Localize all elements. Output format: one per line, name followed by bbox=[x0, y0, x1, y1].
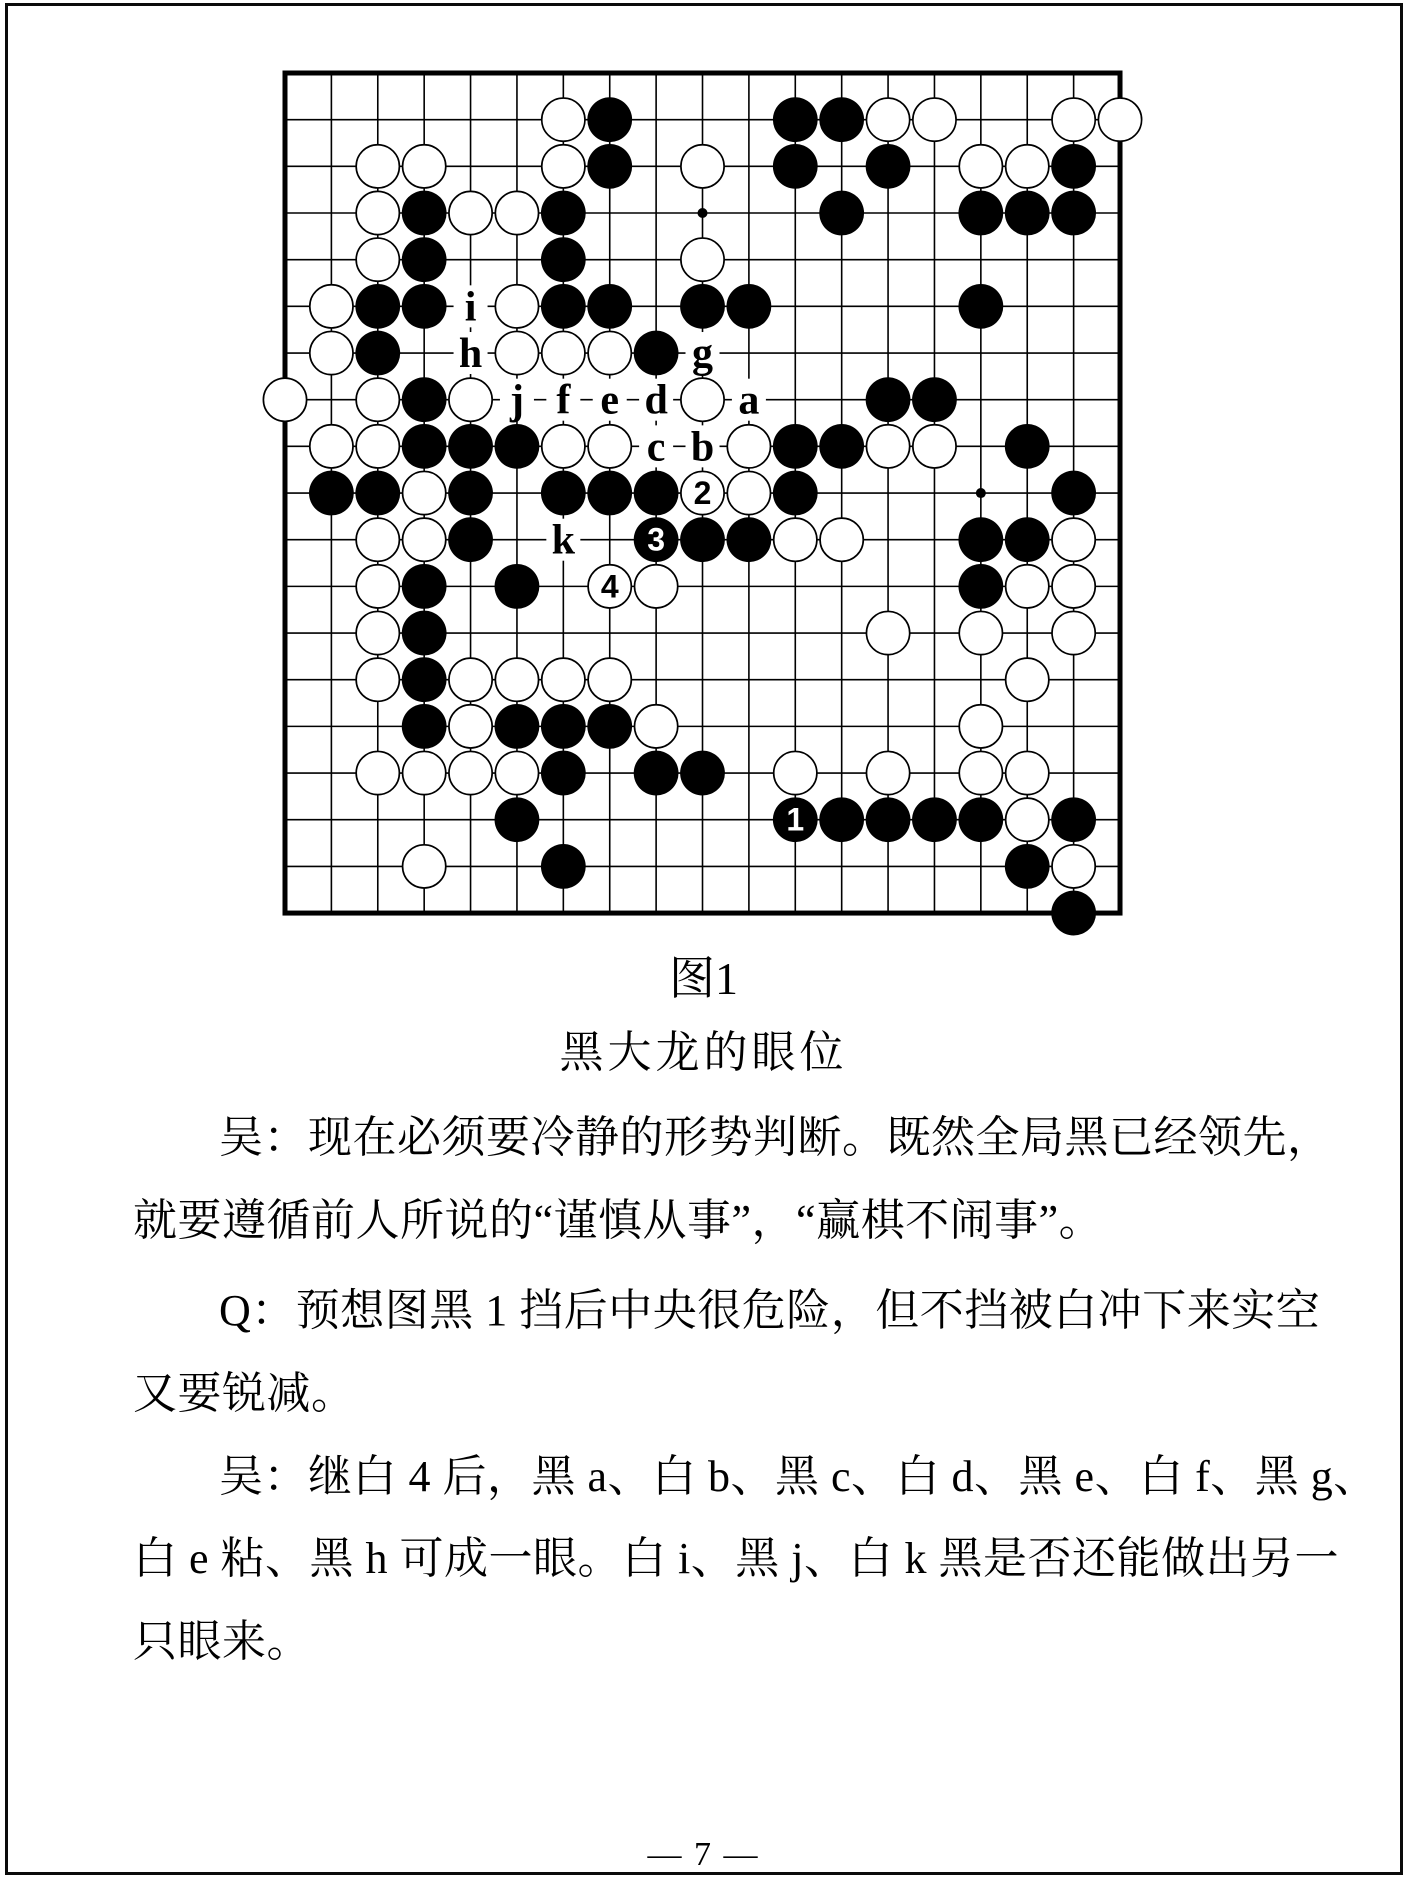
white-stone bbox=[542, 98, 585, 141]
move-number-label: 4 bbox=[600, 568, 619, 605]
black-stone bbox=[402, 377, 447, 422]
black-stone bbox=[355, 284, 400, 329]
black-stone bbox=[402, 237, 447, 282]
white-stone bbox=[959, 611, 1002, 654]
white-stone bbox=[774, 518, 817, 561]
paragraph-1-line-1: 吴：现在必须要冷静的形势判断。既然全局黑已经领先， bbox=[219, 1113, 1332, 1162]
white-stone bbox=[403, 471, 446, 514]
white-stone bbox=[403, 145, 446, 188]
white-stone bbox=[1052, 98, 1095, 141]
black-stone bbox=[448, 424, 493, 469]
black-stone bbox=[495, 424, 540, 469]
black-stone bbox=[1051, 891, 1096, 936]
paragraph-2-line-2: 又要锐减。 bbox=[133, 1369, 356, 1418]
white-stone bbox=[356, 658, 399, 701]
point-letter-label: i bbox=[464, 284, 477, 331]
white-stone bbox=[495, 751, 538, 794]
paragraph-3-line-1: 吴：继白 4 后，黑 a、白 b、黑 c、白 d、黑 e、白 f、黑 g、 bbox=[219, 1452, 1378, 1501]
white-stone bbox=[449, 751, 492, 794]
black-stone bbox=[495, 704, 540, 749]
white-stone bbox=[310, 285, 353, 328]
black-stone bbox=[1051, 797, 1096, 842]
white-stone bbox=[356, 191, 399, 234]
black-stone bbox=[541, 704, 586, 749]
black-stone bbox=[587, 704, 632, 749]
white-stone bbox=[449, 378, 492, 421]
white-stone bbox=[588, 425, 631, 468]
white-stone bbox=[588, 658, 631, 701]
white-stone bbox=[913, 425, 956, 468]
black-stone bbox=[819, 97, 864, 142]
white-stone bbox=[866, 98, 909, 141]
black-stone bbox=[1005, 424, 1050, 469]
white-stone bbox=[866, 425, 909, 468]
black-stone bbox=[958, 284, 1003, 329]
black-stone bbox=[587, 284, 632, 329]
white-stone bbox=[403, 751, 446, 794]
black-stone bbox=[355, 471, 400, 516]
black-stone bbox=[402, 564, 447, 609]
black-stone bbox=[819, 424, 864, 469]
black-stone bbox=[495, 564, 540, 609]
paragraph-2-line-1: Q：预想图黑 1 挡后中央很危险，但不挡被白冲下来实空 bbox=[219, 1286, 1321, 1335]
black-stone bbox=[727, 517, 772, 562]
point-letter-label: k bbox=[551, 517, 576, 564]
figure-caption: 图1 bbox=[669, 953, 738, 1004]
point-letter-label: a bbox=[738, 377, 760, 424]
white-stone bbox=[635, 705, 678, 748]
white-stone bbox=[356, 238, 399, 281]
black-stone bbox=[402, 657, 447, 702]
point-letter-label: b bbox=[690, 424, 715, 471]
black-stone bbox=[402, 424, 447, 469]
white-stone bbox=[774, 751, 817, 794]
star-point bbox=[698, 208, 708, 218]
white-stone bbox=[356, 378, 399, 421]
black-stone bbox=[773, 144, 818, 189]
page-number: — 7 — bbox=[647, 1836, 760, 1873]
white-stone bbox=[1006, 658, 1049, 701]
black-stone bbox=[634, 331, 679, 376]
black-stone bbox=[958, 797, 1003, 842]
white-stone bbox=[959, 145, 1002, 188]
white-stone bbox=[356, 518, 399, 561]
point-letter-label: e bbox=[600, 377, 620, 424]
white-stone bbox=[310, 331, 353, 374]
black-stone bbox=[309, 471, 354, 516]
white-stone bbox=[959, 705, 1002, 748]
black-stone bbox=[495, 797, 540, 842]
black-stone bbox=[402, 284, 447, 329]
white-stone bbox=[681, 378, 724, 421]
black-stone bbox=[541, 471, 586, 516]
black-stone bbox=[402, 191, 447, 236]
black-stone bbox=[958, 564, 1003, 609]
white-stone bbox=[495, 331, 538, 374]
white-stone bbox=[1052, 565, 1095, 608]
black-stone bbox=[1051, 144, 1096, 189]
white-stone bbox=[681, 238, 724, 281]
white-stone bbox=[495, 658, 538, 701]
black-stone bbox=[773, 471, 818, 516]
black-stone bbox=[958, 191, 1003, 236]
white-stone bbox=[449, 705, 492, 748]
black-stone bbox=[587, 471, 632, 516]
black-stone bbox=[866, 797, 911, 842]
figure-subtitle: 黑大龙的眼位 bbox=[559, 1028, 848, 1077]
white-stone bbox=[403, 518, 446, 561]
white-stone bbox=[449, 658, 492, 701]
white-stone bbox=[263, 378, 306, 421]
black-stone bbox=[680, 284, 725, 329]
black-stone bbox=[355, 331, 400, 376]
white-stone bbox=[495, 191, 538, 234]
black-stone bbox=[448, 471, 493, 516]
white-stone bbox=[1006, 145, 1049, 188]
black-stone bbox=[541, 284, 586, 329]
point-letter-label: d bbox=[644, 377, 668, 424]
white-stone bbox=[1006, 798, 1049, 841]
black-stone bbox=[773, 97, 818, 142]
black-stone bbox=[1005, 844, 1050, 889]
white-stone bbox=[588, 331, 631, 374]
black-stone bbox=[1005, 191, 1050, 236]
white-stone bbox=[635, 565, 678, 608]
white-stone bbox=[1006, 751, 1049, 794]
white-stone bbox=[959, 751, 1002, 794]
black-stone bbox=[866, 377, 911, 422]
black-stone bbox=[727, 284, 772, 329]
black-stone bbox=[402, 704, 447, 749]
move-number-label: 2 bbox=[693, 475, 712, 512]
white-stone bbox=[542, 425, 585, 468]
point-letter-label: h bbox=[458, 331, 483, 378]
paragraph-3-line-2: 白 e 粘、黑 h 可成一眼。白 i、黑 j、白 k 黑是否还能做出另一 bbox=[133, 1534, 1339, 1583]
white-stone bbox=[1098, 98, 1141, 141]
white-stone bbox=[1052, 611, 1095, 654]
white-stone bbox=[356, 425, 399, 468]
star-point bbox=[976, 488, 986, 498]
white-stone bbox=[681, 145, 724, 188]
black-stone bbox=[680, 517, 725, 562]
white-stone bbox=[310, 425, 353, 468]
white-stone bbox=[449, 191, 492, 234]
white-stone bbox=[495, 285, 538, 328]
black-stone bbox=[866, 144, 911, 189]
white-stone bbox=[913, 98, 956, 141]
white-stone bbox=[542, 658, 585, 701]
white-stone bbox=[1006, 565, 1049, 608]
black-stone bbox=[819, 191, 864, 236]
white-stone bbox=[542, 331, 585, 374]
white-stone bbox=[356, 751, 399, 794]
white-stone bbox=[820, 518, 863, 561]
move-number-label: 1 bbox=[786, 801, 805, 838]
black-stone bbox=[587, 97, 632, 142]
move-number-label: 3 bbox=[647, 521, 666, 558]
black-stone bbox=[541, 237, 586, 282]
white-stone bbox=[727, 425, 770, 468]
white-stone bbox=[356, 565, 399, 608]
black-stone bbox=[912, 377, 957, 422]
white-stone bbox=[1052, 518, 1095, 561]
black-stone bbox=[634, 471, 679, 516]
black-stone bbox=[912, 797, 957, 842]
paragraph-1-line-2: 就要遵循前人所说的“谨慎从事”，“赢棋不闹事”。 bbox=[133, 1196, 1104, 1245]
white-stone bbox=[542, 145, 585, 188]
paragraph-3-line-3: 只眼来。 bbox=[133, 1617, 311, 1666]
white-stone bbox=[1052, 845, 1095, 888]
black-stone bbox=[402, 611, 447, 656]
black-stone bbox=[634, 751, 679, 796]
white-stone bbox=[356, 145, 399, 188]
black-stone bbox=[1051, 191, 1096, 236]
point-letter-label: j bbox=[509, 377, 524, 424]
white-stone bbox=[866, 751, 909, 794]
black-stone bbox=[541, 751, 586, 796]
point-letter-label: c bbox=[646, 424, 666, 471]
white-stone bbox=[403, 845, 446, 888]
black-stone bbox=[587, 144, 632, 189]
point-letter-label: f bbox=[556, 377, 571, 424]
black-stone bbox=[773, 424, 818, 469]
point-letter-label: g bbox=[692, 331, 714, 378]
black-stone bbox=[1051, 471, 1096, 516]
black-stone bbox=[680, 751, 725, 796]
black-stone bbox=[1005, 517, 1050, 562]
white-stone bbox=[727, 471, 770, 514]
black-stone bbox=[958, 517, 1003, 562]
black-stone bbox=[819, 797, 864, 842]
black-stone bbox=[448, 517, 493, 562]
black-stone bbox=[541, 844, 586, 889]
white-stone bbox=[356, 611, 399, 654]
black-stone bbox=[541, 191, 586, 236]
white-stone bbox=[866, 611, 909, 654]
